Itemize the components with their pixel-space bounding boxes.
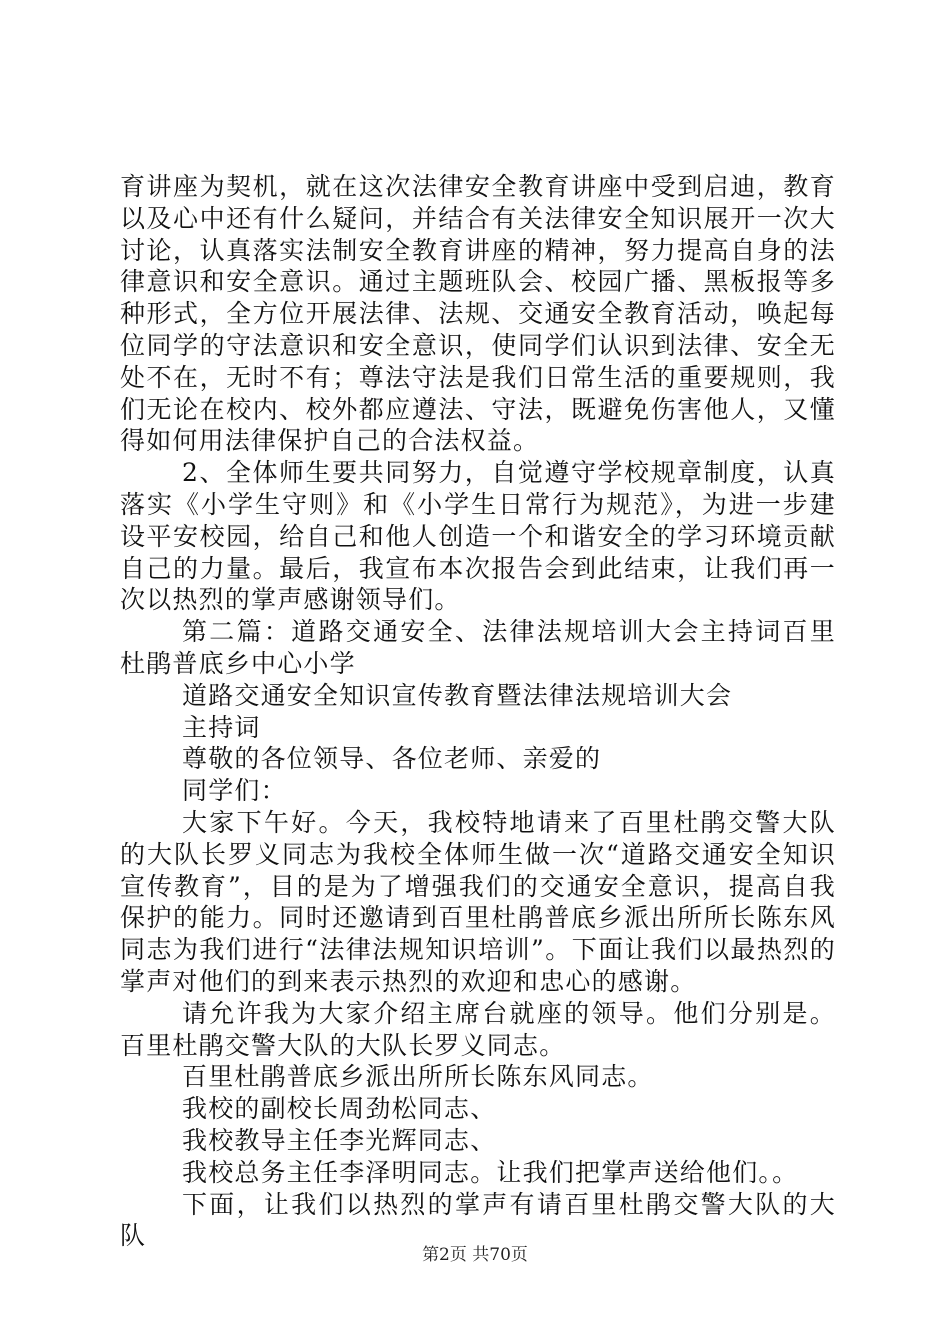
paragraph: 我校教导主任李光辉同志、	[182, 1125, 497, 1155]
paragraph: 大家下午好。今天，我校特地请来了百里杜鹃交警大队的大队长罗义同志为我校全体师生做一次“道路交通安全知识宣传教育”，目的是为了增强我们的交通安全意识，提高自我保护的能力。同时还邀请到百里杜鹃普底乡派出所所长陈东风同志为我们进行“法律法规知识培训”。下面让我们以最热烈的掌声对他们的到来表示热烈的欢迎和忠心的感谢。	[120, 807, 836, 996]
paragraph: 下面，让我们以热烈的掌声有请百里杜鹃交警大队的大队	[120, 1189, 836, 1251]
document-body	[120, 171, 836, 1252]
paragraph: 我校总务主任李泽明同志。让我们把掌声送给他们。。	[182, 1157, 799, 1187]
salutation: 同学们：	[182, 776, 287, 806]
page-number-footer: 第2页 共70页	[422, 1245, 528, 1265]
section-heading: 第二篇：道路交通安全、法律法规培训大会主持词百里杜鹃普底乡中心小学	[120, 617, 836, 678]
paragraph: 育讲座为契机，就在这次法律安全教育讲座中受到启迪，教育以及心中还有什么疑问，并结合有关法律安全知识展开一次大讨论，认真落实法制安全教育讲座的精神，努力提高自身的法律意识和安全意识。通过主题班队会、校园广播、黑板报等多种形式，全方位开展法律、法规、交通安全教育活动，唤起每位同学的守法意识和安全意识，使同学们认识到法律、安全无处不在，无时不有；尊法守法是我们日常生活的重要规则，我们无论在校内、校外都应遵法、守法，既避免伤害他人，又懂得如何用法律保护自己的合法权益。	[120, 172, 836, 456]
paragraph: 2、全体师生要共同努力，自觉遵守学校规章制度，认真落实《小学生守则》和《小学生日常行为规范》，为进一步建设平安校园，给自己和他人创造一个和谐安全的学习环境贡献自己的力量。最后，我宣布本次报告会到此结束，让我们再一次以热烈的掌声感谢领导们。	[120, 458, 836, 615]
salutation: 尊敬的各位领导、各位老师、亲爱的	[182, 744, 602, 774]
paragraph: 百里杜鹃普底乡派出所所长陈东风同志。	[182, 1062, 654, 1092]
paragraph: 请允许我为大家介绍主席台就座的领导。他们分别是。百里杜鹃交警大队的大队长罗义同志。	[120, 998, 836, 1060]
event-title: 道路交通安全知识宣传教育暨法律法规培训大会	[182, 680, 733, 710]
paragraph: 我校的副校长周劲松同志、	[182, 1094, 497, 1124]
subtitle: 主持词	[182, 712, 261, 742]
